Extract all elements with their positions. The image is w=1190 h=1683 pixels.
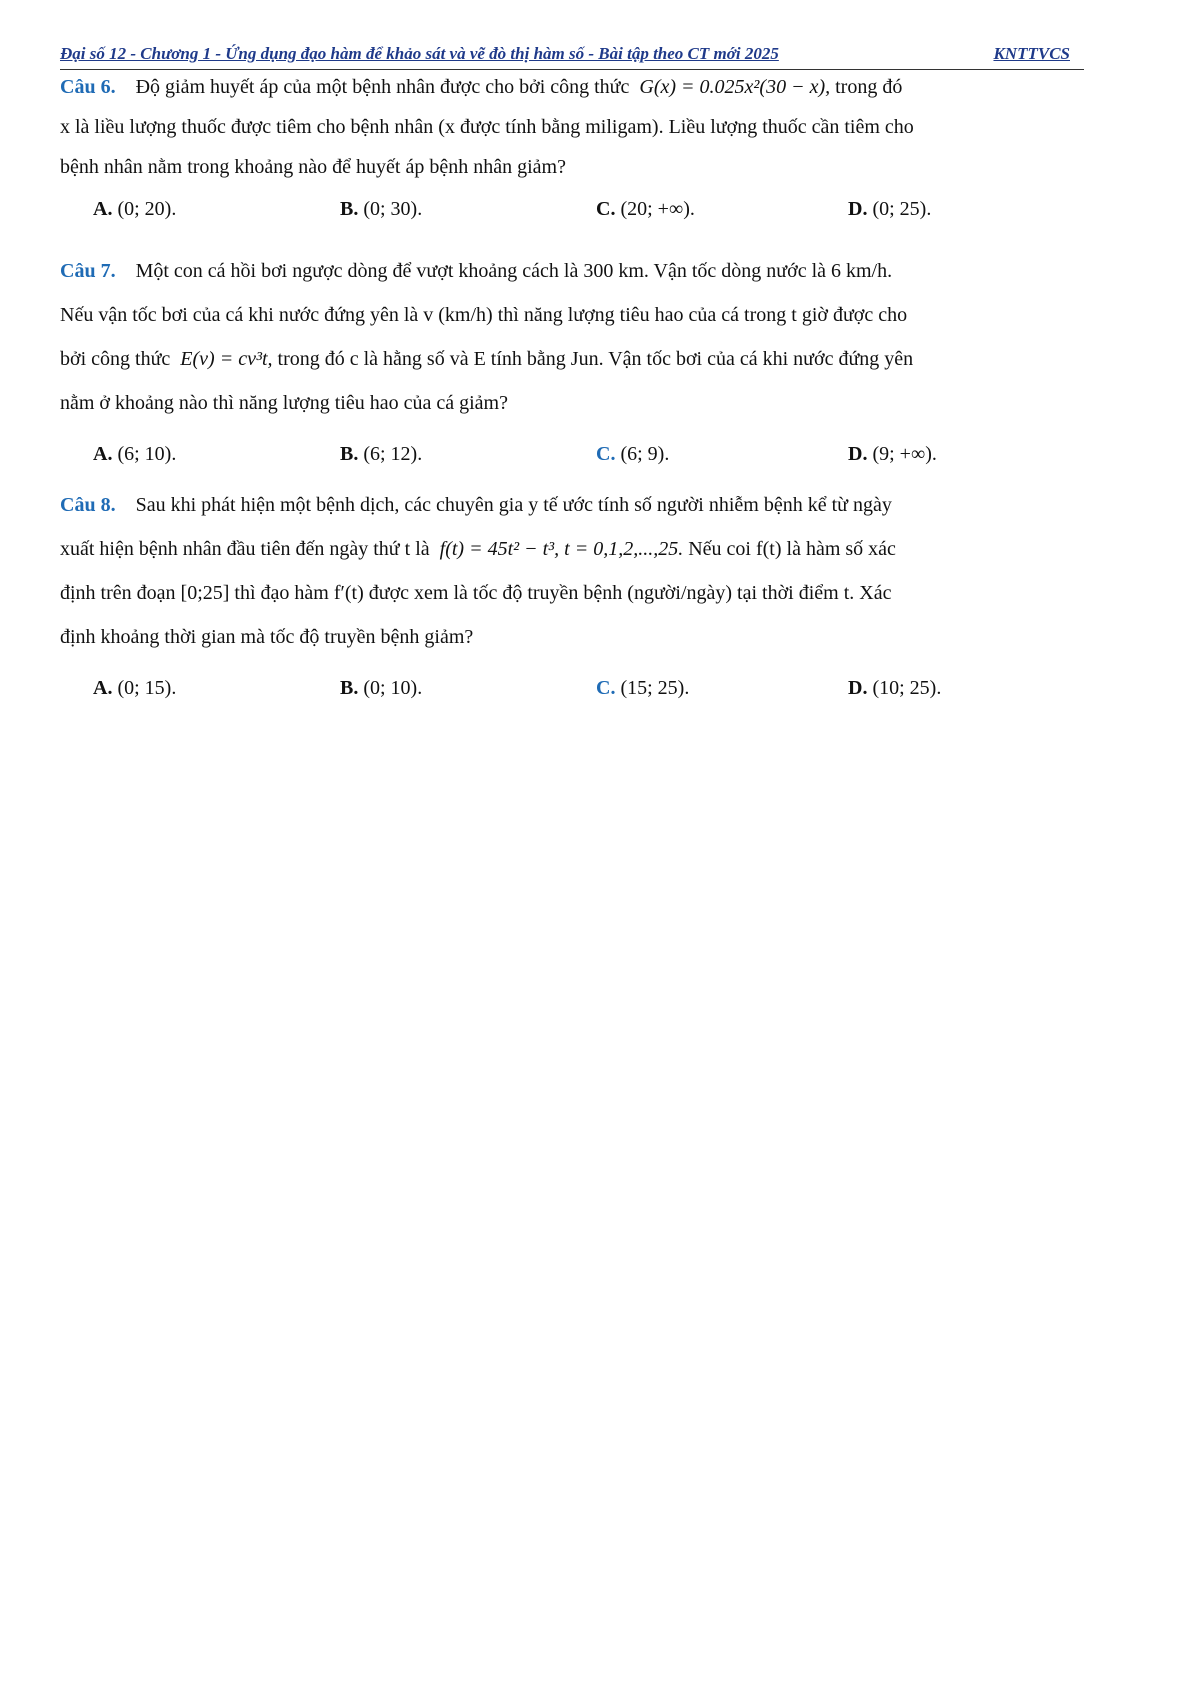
q7-answer-a: A. (6; 10). — [93, 443, 177, 465]
header-tag: KNTTVCS — [993, 44, 1070, 63]
header-title: Đại số 12 - Chương 1 - Ứng dụng đạo hàm để khảo sát và vẽ đò thị hàm số - Bài tập theo CT mới 2025 — [60, 44, 779, 63]
q6-answer-a: A. (0; 20). — [93, 198, 177, 220]
q7-line-3: bởi công thức E(v) = cv³t, trong đó c là hằng số và E tính bằng Jun. Vận tốc bơi của cá khi nước đứng yên — [60, 348, 914, 370]
q8-line-2: xuất hiện bệnh nhân đầu tiên đến ngày thứ t là f(t) = 45t² − t³, t = 0,1,2,...,25. Nếu coi f(t) là hàm số xác — [60, 538, 896, 560]
q7-answer-d: D. (9; +∞). — [848, 443, 937, 465]
q7-answer-b: B. (6; 12). — [340, 443, 423, 465]
q8-answer-c: C. (15; 25). — [596, 677, 690, 699]
q6-answer-b: B. (0; 30). — [340, 198, 423, 220]
q8-line-1: Câu 8. Sau khi phát hiện một bệnh dịch, các chuyên gia y tế ước tính số người nhiễm bệnh kể từ ngày — [60, 494, 892, 516]
q8-line-3: định trên đoạn [0;25] thì đạo hàm f′(t) được xem là tốc độ truyền bệnh (người/ngày) tại thời điểm t. Xác — [60, 582, 892, 604]
q7-line-4: nằm ở khoảng nào thì năng lượng tiêu hao của cá giảm? — [60, 392, 508, 414]
q7-answer-c: C. (6; 9). — [596, 443, 670, 465]
q8-answer-a: A. (0; 15). — [93, 677, 177, 699]
q7-formula: E(v) = cv³t, — [180, 348, 273, 370]
q8-formula: f(t) = 45t² − t³, t = 0,1,2,...,25. — [439, 538, 684, 560]
q6-line-1 — [60, 76, 1090, 99]
q7-line-2: Nếu vận tốc bơi của cá khi nước đứng yên là v (km/h) thì năng lượng tiêu hao của cá trong t giờ được cho — [60, 304, 908, 326]
q8-answer-d: D. (10; 25). — [848, 677, 942, 699]
page-header — [60, 42, 1084, 70]
question-number: Câu 7. — [60, 260, 116, 282]
q6-text-1b: trong đó — [835, 76, 903, 98]
q8-line-4: định khoảng thời gian mà tốc độ truyền bệnh giảm? — [60, 626, 474, 648]
q7-line-1: Câu 7. Một con cá hồi bơi ngược dòng để vượt khoảng cách là 300 km. Vận tốc dòng nước là 6 km/h. — [60, 260, 893, 282]
q8-answer-b: B. (0; 10). — [340, 677, 423, 699]
q6-line-2: x là liều lượng thuốc được tiêm cho bệnh nhân (x được tính bằng miligam). Liều lượng thuốc cần tiêm cho — [60, 116, 914, 138]
q6-text-1a: Độ giảm huyết áp của một bệnh nhân được cho bởi công thức — [135, 76, 630, 98]
q6-formula: G(x) = 0.025x²(30 − x), — [639, 76, 831, 98]
question-number: Câu 8. — [60, 494, 116, 516]
q6-answer-c: C. (20; +∞). — [596, 198, 695, 220]
q6-line-3: bệnh nhân nằm trong khoảng nào để huyết áp bệnh nhân giảm? — [60, 156, 566, 178]
question-number: Câu 6. — [60, 76, 116, 98]
q6-answer-d: D. (0; 25). — [848, 198, 932, 220]
